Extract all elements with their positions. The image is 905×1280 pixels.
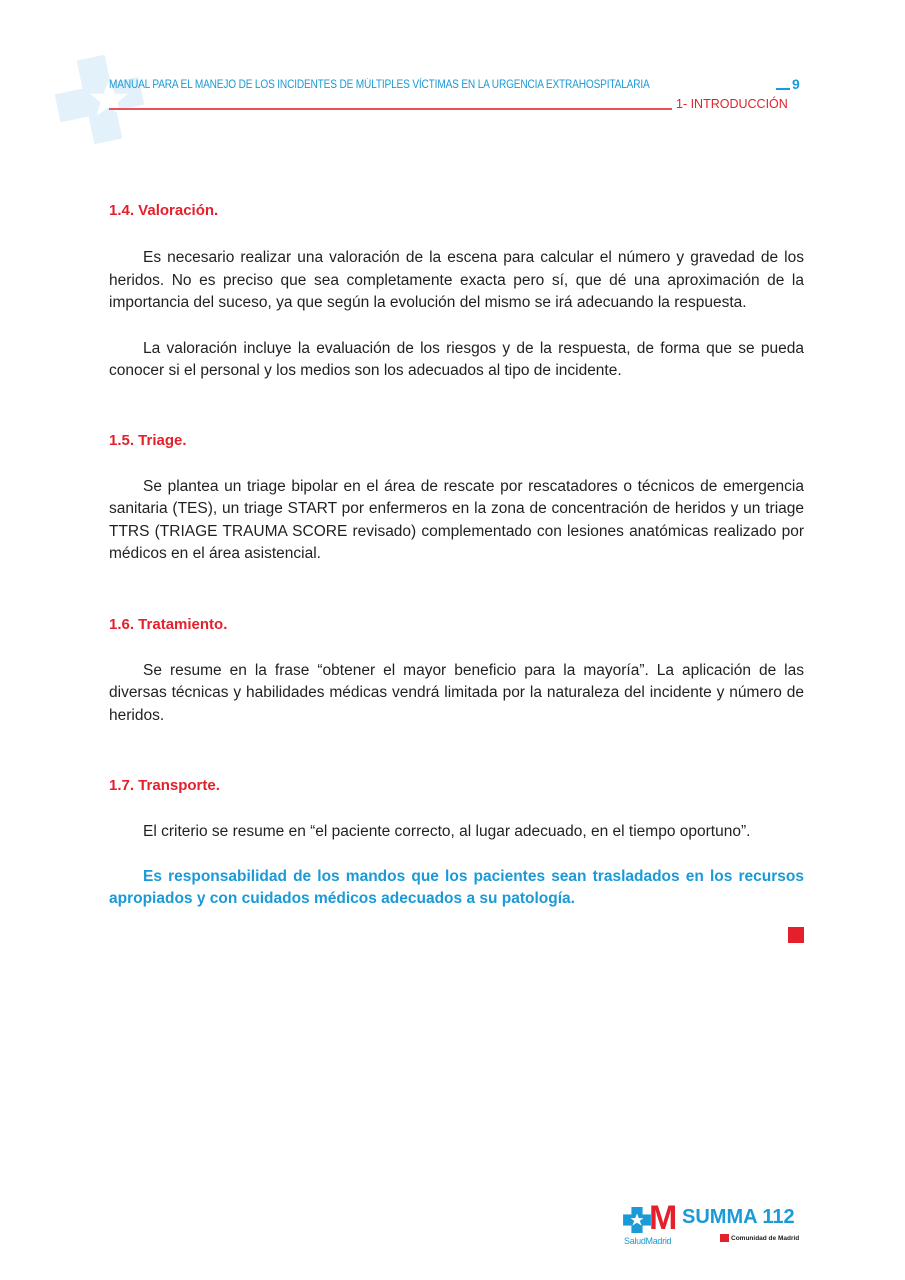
summa-112-logo bbox=[622, 1199, 807, 1255]
paragraph: Se plantea un triage bipolar en el área de rescate por rescatadores o técnicos de emergencia sanitaria (TES), un triage START por enfermeros en la zona de concentración de heridos y un triage TTRS (TRIAGE TRAUMA SCORE revisado) complementado con lesiones anatómicas realizado por médicos en el área asistencial. bbox=[109, 477, 804, 562]
header-title: MANUAL PARA EL MANEJO DE LOS INCIDENTES DE MÚLTIPLES VÍCTIMAS EN LA URGENCIA EXTRAHOSPITALARIA bbox=[109, 79, 650, 91]
heading-triage: 1.5. Triage. bbox=[109, 431, 187, 449]
heading-transporte: 1.7. Transporte. bbox=[109, 777, 220, 794]
cross-star-icon bbox=[622, 1207, 652, 1233]
cross-watermark-icon bbox=[52, 52, 147, 147]
comunidad-text: Comunidad de Madrid bbox=[731, 1235, 800, 1242]
salud-madrid-text: SaludMadrid bbox=[624, 1236, 672, 1246]
madrid-flag-icon bbox=[720, 1234, 729, 1242]
comunidad-madrid bbox=[720, 1234, 799, 1244]
document-body bbox=[109, 202, 804, 911]
header-divider bbox=[776, 88, 790, 90]
paragraph: Es necesario realizar una valoración de la escena para calcular el número y gravedad de los heridos. No es preciso que sea completamente exacta pero sí, que dé una aproximación de la importancia del suceso, ya que según la evolución del mismo se irá adecuando la respuesta. bbox=[109, 249, 804, 311]
section-label: 1- INTRODUCCIÓN bbox=[676, 97, 788, 111]
paragraph: La valoración incluye la evaluación de los riesgos y de la respuesta, de forma que se pueda conocer si el personal y los medios son los adecuados al tipo de incidente. bbox=[109, 339, 804, 379]
paragraph: El criterio se resume en “el paciente correcto, al lugar adecuado, en el tiempo oportuno”. bbox=[143, 823, 751, 840]
paragraph: Se resume en la frase “obtener el mayor beneficio para la mayoría”. La aplicación de las diversas técnicas y habilidades médicas vendrá limitada por la naturaleza del incidente y número de heridos. bbox=[109, 661, 804, 724]
end-of-section-square bbox=[788, 927, 804, 943]
page-number: 9 bbox=[792, 76, 800, 92]
heading-tratamiento: 1.6. Tratamiento. bbox=[109, 615, 228, 633]
summa-text: SUMMA 112 bbox=[682, 1206, 795, 1228]
header-rule bbox=[109, 108, 672, 110]
heading-valoracion: 1.4. Valoración. bbox=[109, 202, 219, 219]
logo-m: M bbox=[649, 1199, 678, 1237]
emphasis-paragraph: Es responsabilidad de los mandos que los pacientes sean trasladados en los recursos apropiados y con cuidados médicos adecuados a su patología. bbox=[109, 867, 804, 907]
